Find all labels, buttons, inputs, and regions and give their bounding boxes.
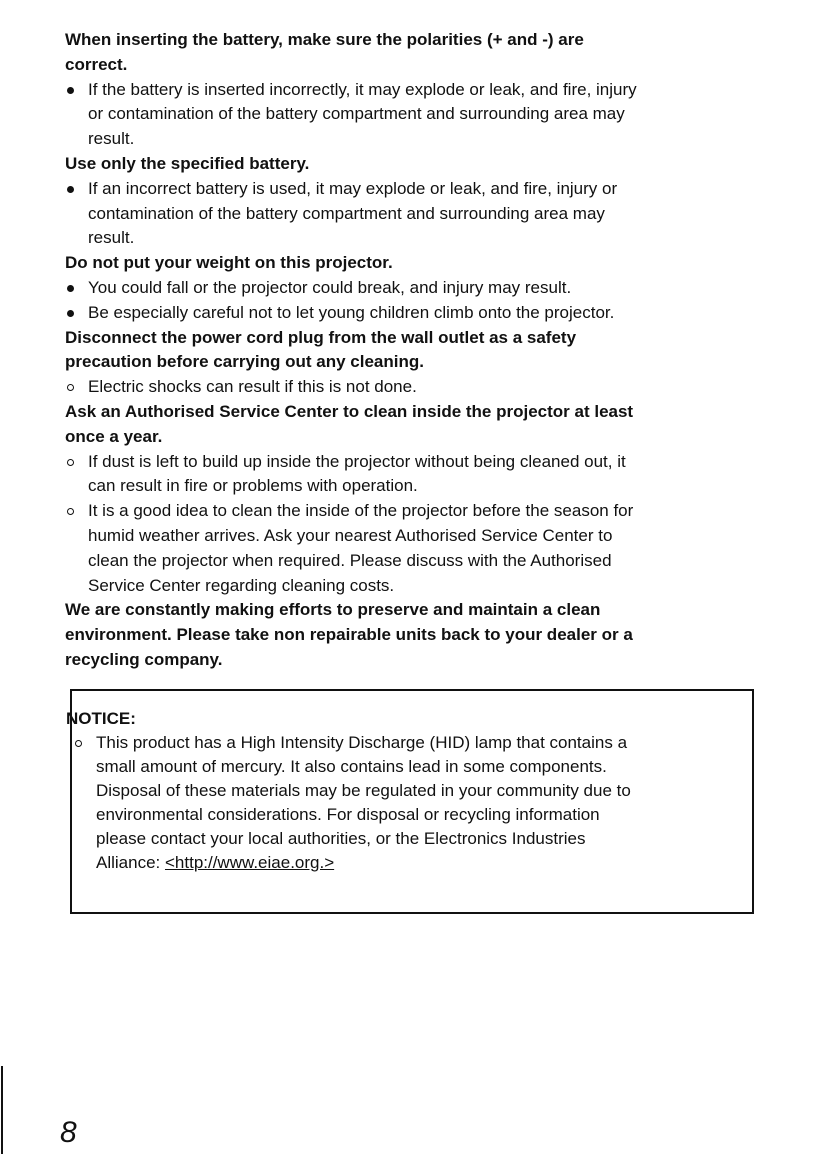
bullet-icon (67, 384, 74, 391)
section-heading: Do not put your weight on this projector. (65, 253, 393, 273)
bullet-line: If an incorrect battery is used, it may explode or leak, and fire, injury or (88, 178, 618, 198)
section-heading: precaution before carrying out any cleaning. (65, 352, 424, 372)
bullet-line: If the battery is inserted incorrectly, it may explode or leak, and fire, injury (88, 79, 637, 99)
notice-bullet (66, 731, 631, 875)
notice-prefix: Alliance: (96, 853, 165, 872)
margin-line (1, 1066, 3, 1154)
section-heading: We are constantly making efforts to preserve and maintain a clean (65, 600, 601, 620)
section-heading: recycling company. (65, 649, 223, 669)
notice-title: NOTICE: (66, 709, 136, 728)
bullet-icon (67, 87, 74, 94)
bullet-line: You could fall or the projector could break, and injury may result. (88, 277, 572, 297)
bullet-line: It is a good idea to clean the inside of the projector before the season for (88, 501, 634, 521)
bullet-line: Be especially careful not to let young children climb onto the projector. (88, 302, 615, 322)
section-heading: When inserting the battery, make sure the polarities (+ and -) are (65, 30, 584, 49)
section-heading: Ask an Authorised Service Center to clean inside the projector at least (65, 401, 634, 421)
eia-link[interactable]: <http://www.eiae.org.> (164, 853, 335, 872)
bullet-item (65, 301, 765, 326)
notice-line: environmental considerations. For disposal or recycling information (96, 805, 600, 824)
section-heading: Disconnect the power cord plug from the wall outlet as a safety (65, 327, 577, 347)
notice-line: please contact your local authorities, or the Electronics Industries (96, 829, 586, 848)
notice-line: Disposal of these materials may be regulated in your community due to (96, 781, 631, 800)
bullet-line: humid weather arrives. Ask your nearest Authorised Service Center to (88, 525, 613, 545)
section-heading: environment. Please take non repairable units back to your dealer or a (65, 625, 633, 645)
bullet-line: or contamination of the battery compartment and surrounding area may (88, 104, 625, 124)
page-number: 8 (60, 1116, 77, 1149)
section-heading: once a year. (65, 426, 163, 446)
section-heading: Use only the specified battery. (65, 153, 310, 173)
notice-line: This product has a High Intensity Discharge (HID) lamp that contains a (96, 733, 628, 752)
bullet-icon (75, 740, 82, 747)
bullet-icon (67, 186, 74, 193)
bullet-line: If dust is left to build up inside the projector without being cleaned out, it (88, 451, 626, 471)
bullet-item (65, 78, 765, 152)
bullet-line: contamination of the battery compartment and surrounding area may (88, 203, 605, 223)
bullet-line: Service Center regarding cleaning costs. (88, 575, 395, 595)
bullet-item (65, 450, 765, 500)
bullet-line: result. (88, 228, 135, 248)
bullet-line: Electric shocks can result if this is not done. (88, 377, 417, 397)
bullet-item (65, 276, 765, 301)
bullet-icon (67, 459, 74, 466)
bullet-item (65, 499, 765, 598)
notice-line: small amount of mercury. It also contains lead in some components. (96, 757, 607, 776)
bullet-item (65, 177, 765, 251)
bullet-item (65, 375, 765, 400)
bullet-icon (67, 285, 74, 292)
notice-box (66, 689, 754, 914)
section-heading: correct. (65, 54, 128, 74)
bullet-icon (67, 508, 74, 515)
bullet-line: can result in fire or problems with operation. (88, 476, 418, 496)
safety-instructions (65, 28, 765, 673)
notice-line (96, 851, 631, 875)
bullet-line: clean the projector when required. Please discuss with the Authorised (88, 550, 612, 570)
bullet-line: result. (88, 129, 135, 149)
bullet-icon (67, 310, 74, 317)
